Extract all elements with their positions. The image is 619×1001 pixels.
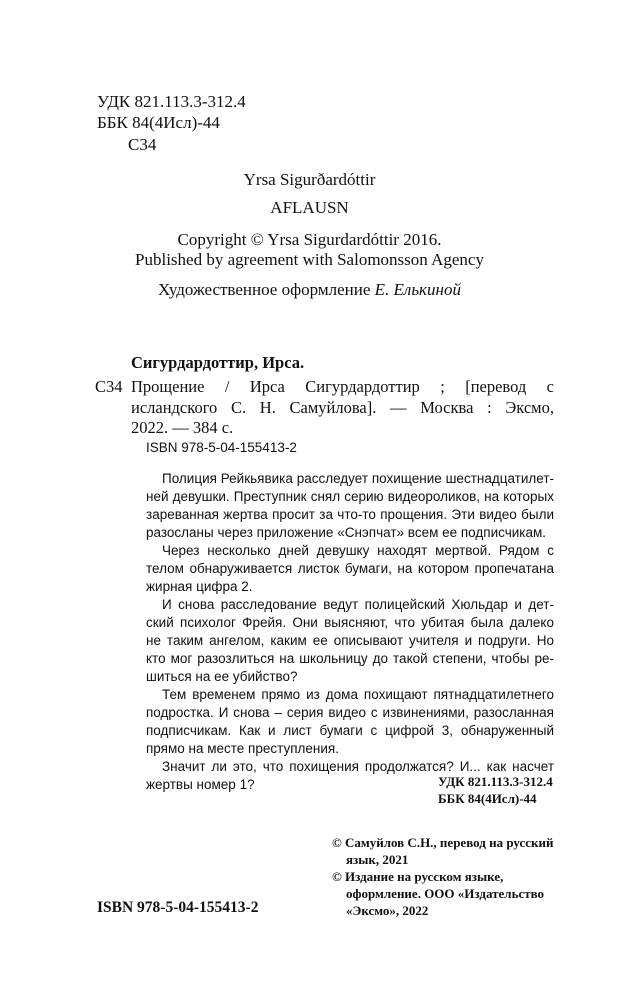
copyright-line: © Издание на русском языке, — [332, 869, 504, 884]
annotation-line: Значит ли это, что похищения продолжатся? И... как насчет — [162, 759, 554, 774]
bib-isbn: ISBN 978-5-04-155413-2 — [146, 440, 297, 455]
annotation-line: прямо на месте преступления. — [146, 741, 339, 756]
annotation-line: разосланы через приложение «Снэпчат» всем ее подписчикам. — [146, 525, 547, 540]
annotation-line: Полиция Рейкьявика расследует похищение шестнадцатилет- — [162, 471, 554, 486]
annotation-line: жертвы номер 1? — [146, 777, 255, 792]
bib-desc-line: Прощение / Ирса Сигурдардоттир ; [перевод с — [131, 377, 554, 396]
author-mark: С34 — [128, 135, 157, 154]
bottom-bbk: ББК 84(4Исл)-44 — [438, 791, 537, 806]
copyright-line: © Самуйлов С.Н., перевод на русский — [332, 835, 554, 850]
bib-heading: Сигурдардоттир, Ирса. — [131, 353, 305, 372]
annotation-paragraph — [146, 542, 554, 596]
annotation-line: шиться на ее убийство? — [146, 669, 298, 684]
annotation-line: ский психолог Фрейя. Они выясняют, что убитая была далеко — [146, 615, 554, 630]
annotation-line: жирная цифра 2. — [146, 579, 253, 594]
annotation-line: подписчикам. Как и лист бумаги с цифрой 3, обнаруженный — [146, 723, 554, 738]
original-title: AFLAUSN — [270, 198, 349, 217]
annotation-paragraph — [146, 470, 554, 542]
bottom-isbn: ISBN 978-5-04-155413-2 — [97, 899, 259, 916]
copyright-line: «Эксмо», 2022 — [346, 903, 429, 918]
copyright-block — [332, 834, 554, 919]
copyright-line: Copyright © Yrsa Sigurdardóttir 2016. — [177, 230, 442, 249]
bib-desc-line: 2022. — 384 с. — [131, 418, 234, 437]
annotation-line: Через несколько дней девушку находят мертвой. Рядом с — [162, 543, 554, 558]
agreement-line: Published by agreement with Salomonsson Agency — [135, 250, 484, 269]
bib-description — [131, 377, 554, 439]
annotation — [146, 470, 554, 794]
bottom-udk: УДК 821.113.3-312.4 — [438, 774, 553, 789]
copyright-line: язык, 2021 — [346, 852, 409, 867]
annotation-line: И снова расследование ведут полицейский Хюльдар и дет- — [162, 597, 554, 612]
art-credit — [0, 280, 619, 300]
annotation-line: подростка. И снова – серия видео с извинениями, разосланная — [146, 705, 554, 720]
art-label: Художественное оформление — [158, 280, 371, 299]
annotation-line: зареванная жертва просит за что-то прощения. Эти видео были — [146, 507, 554, 522]
original-author: Yrsa Sigurðardóttir — [243, 170, 376, 189]
copyright-line: оформление. ООО «Издательство — [346, 886, 545, 901]
annotation-line: не таким ангелом, каким ее описывают учителя и подруги. Но — [146, 633, 554, 648]
annotation-line: телом обнаруживается листок бумаги, на котором пропечатана — [146, 561, 554, 576]
annotation-line: кто мог разозлиться на школьницу до такой степени, чтобы ре- — [146, 651, 554, 666]
annotation-line: Тем временем прямо из дома похищают пятнадцатилетнего — [162, 687, 554, 702]
bbk-code: ББК 84(4Исл)-44 — [97, 113, 220, 132]
annotation-paragraph — [146, 596, 554, 686]
bib-desc-line: исландского С. Н. Самуйлова]. — Москва : Эксмо, — [131, 397, 554, 417]
bib-mark: С34 — [95, 377, 123, 396]
udk-code: УДК 821.113.3-312.4 — [97, 92, 246, 111]
annotation-line: ней девушки. Преступник снял серию видеороликов, на которых — [146, 489, 554, 504]
art-name: Е. Елькиной — [374, 280, 461, 299]
annotation-paragraph — [146, 686, 554, 758]
